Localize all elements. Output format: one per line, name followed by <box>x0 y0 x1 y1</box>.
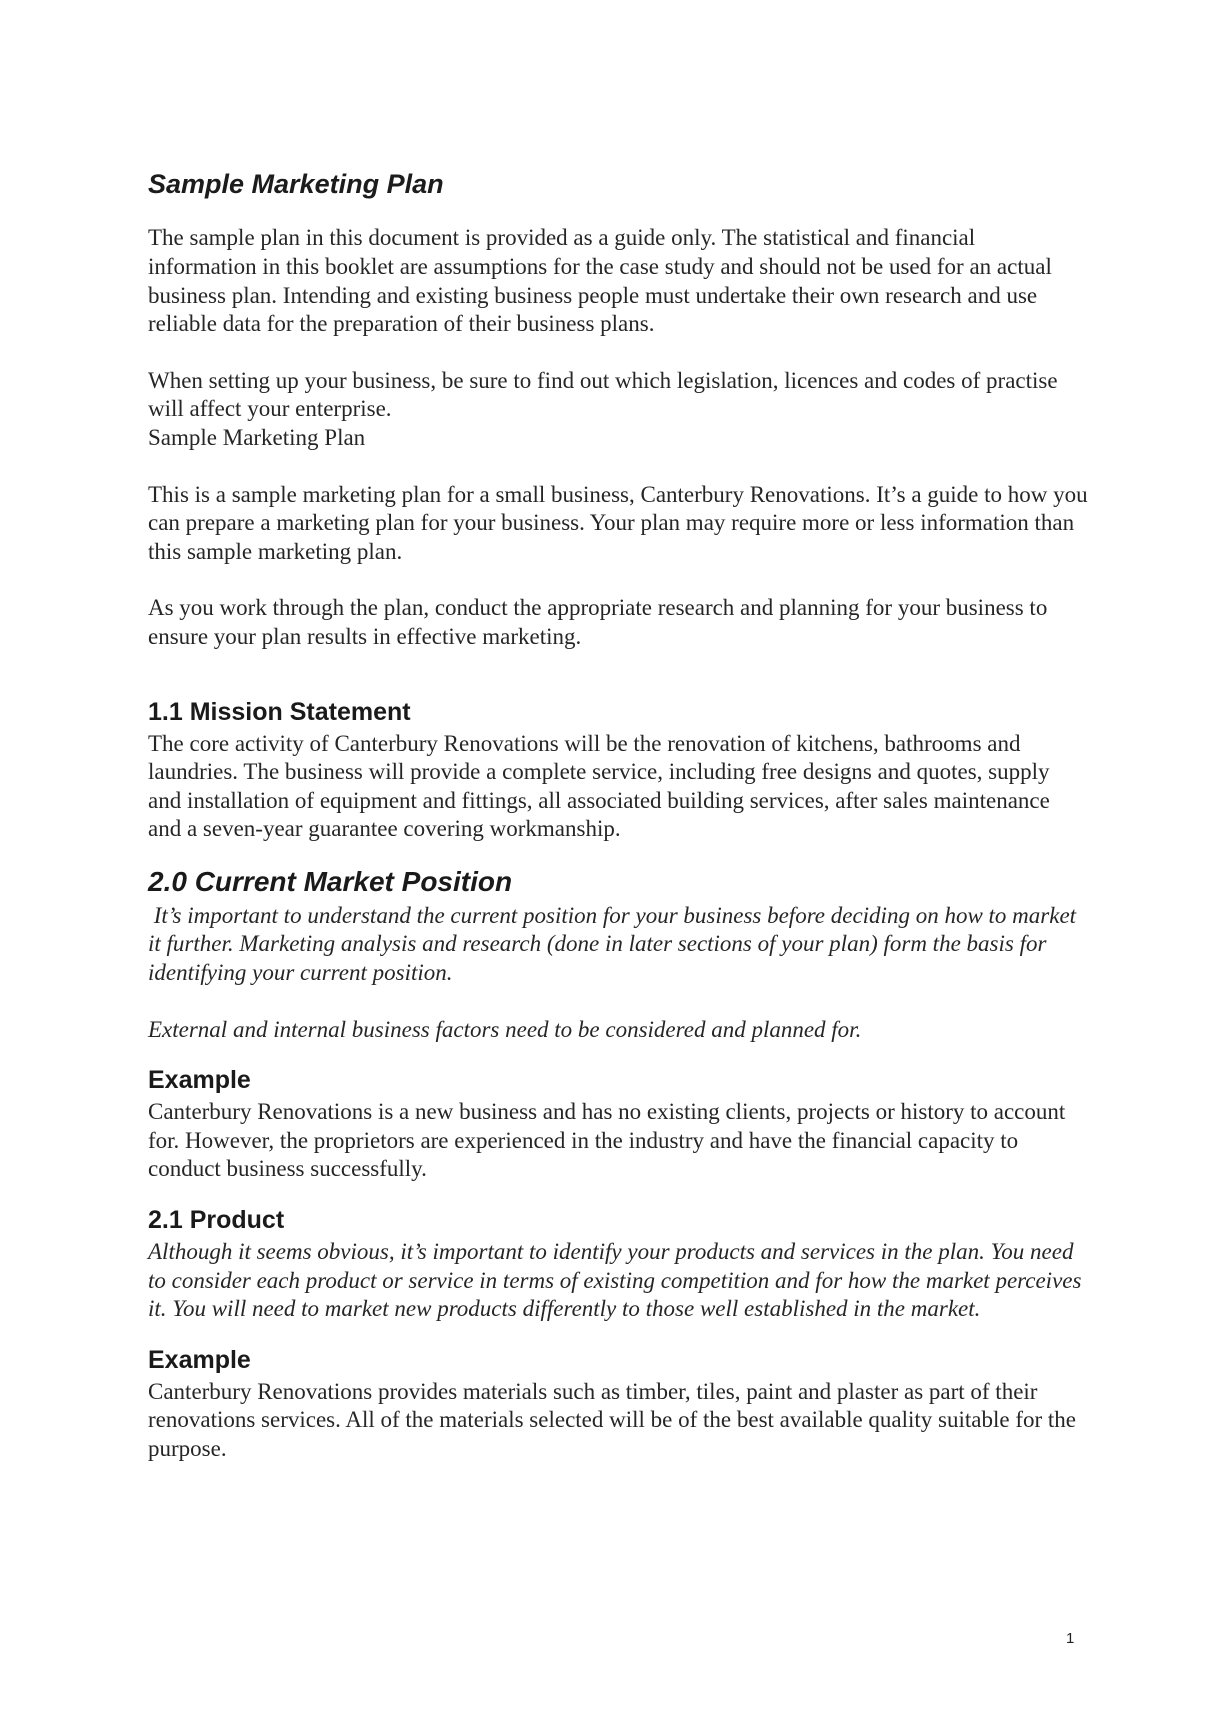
intro-paragraph: The sample plan in this document is provided as a guide only. The statistical and financial information in this booklet are assumptions for the case study and should not be used for an actual business plan. Intending and existing business people must undertake their own research and use reliable data for the preparation of their business plans. <box>148 225 1052 337</box>
example-heading-2: Example <box>148 1345 251 1374</box>
example-body-1: Canterbury Renovations is a new business and has no existing clients, projects or history to account for. However, the proprietors are experienced in the industry and have the financial capacity to conduct business successfully. <box>148 1099 1066 1182</box>
example-heading-1: Example <box>148 1066 251 1095</box>
market-position-guidance-1: It’s important to understand the current position for your business before deciding on how to market it further. Marketing analysis and research (done in later sections of your plan) form the basis for identifying your current position. <box>148 902 1082 986</box>
work-through-paragraph: As you work through the plan, conduct the appropriate research and planning for your business to ensure your plan results in effective marketing. <box>148 595 1048 649</box>
document-page <box>148 168 1088 1492</box>
product-guidance: Although it seems obvious, it’s important to identify your products and services in the plan. You need to consider each product or service in terms of existing competition and for how the market perceives it. You will need to market new products differently to those well established in the market. <box>148 1239 1082 1322</box>
market-position-guidance-2: External and internal business factors need to be considered and planned for. <box>148 1016 862 1042</box>
document-title: Sample Marketing Plan <box>148 169 444 199</box>
product-heading: 2.1 Product <box>148 1206 285 1235</box>
sample-paragraph: This is a sample marketing plan for a small business, Canterbury Renovations. It’s a guide to how you can prepare a marketing plan for your business. Your plan may require more or less information than this sample marketing plan. <box>148 481 1088 564</box>
example-body-2: Canterbury Renovations provides materials such as timber, tiles, paint and plaster as part of their renovations services. All of the materials selected will be of the best available quality suitable for the purpose. <box>148 1378 1077 1462</box>
legislation-paragraph: When setting up your business, be sure to find out which legislation, licences and codes of practise will affect your enterprise. <box>148 367 1058 422</box>
mission-heading: 1.1 Mission Statement <box>148 697 411 726</box>
mission-body: The core activity of Canterbury Renovations will be the renovation of kitchens, bathrooms and laundries. The business will provide a complete service, including free designs and quotes, supply and installation of equipment and fittings, all associated building services, after sales maintenance and a seven-year guarantee covering workmanship. <box>148 730 1050 842</box>
page-number: 1 <box>1066 1630 1075 1647</box>
subtitle-line: Sample Marketing Plan <box>148 424 366 450</box>
market-position-heading: 2.0 Current Market Position <box>148 865 513 897</box>
